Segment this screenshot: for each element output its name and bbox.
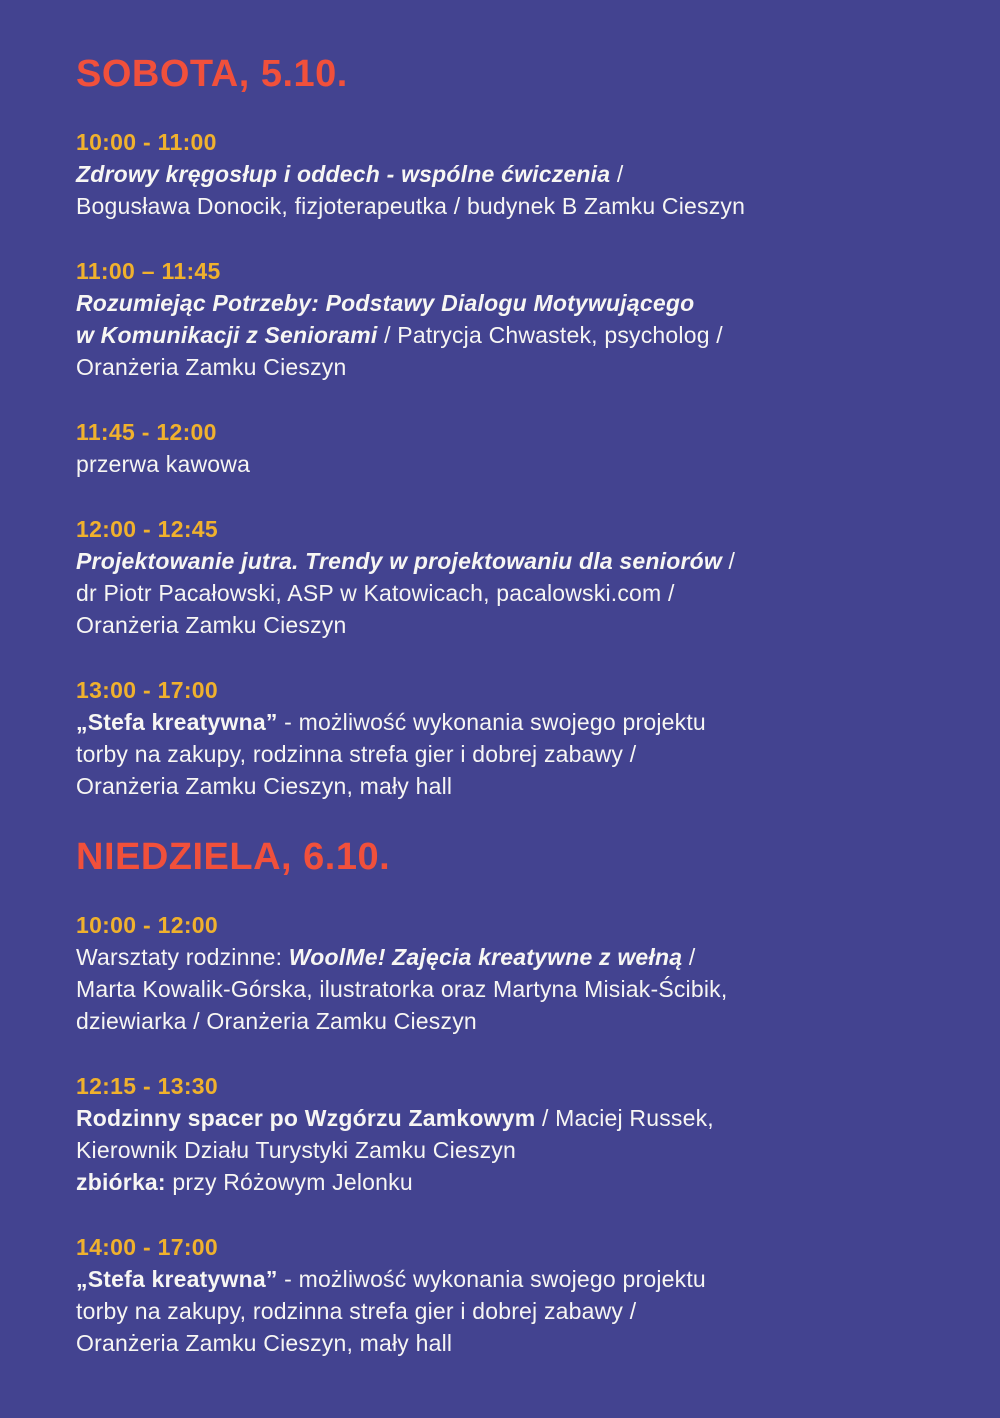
event-text-segment: Oranżeria Zamku Cieszyn: [76, 354, 347, 380]
event-text-segment: - możliwość wykonania swojego projektu: [277, 709, 706, 735]
event-text-segment: Warsztaty rodzinne:: [76, 944, 289, 970]
event-text-segment: dziewiarka / Oranżeria Zamku Cieszyn: [76, 1008, 477, 1034]
event-block: [76, 674, 942, 802]
event-description: [76, 1102, 942, 1198]
event-block: [76, 126, 942, 222]
event-text-segment: Oranżeria Zamku Cieszyn, mały hall: [76, 773, 453, 799]
program-section: [76, 52, 942, 802]
event-description: [76, 941, 942, 1037]
event-block: [76, 1070, 942, 1198]
event-text-segment: przy Różowym Jelonku: [165, 1169, 413, 1195]
event-block: [76, 513, 942, 641]
section-heading: SOBOTA, 5.10.: [76, 53, 348, 95]
event-block: [76, 255, 942, 383]
program-section: [76, 835, 942, 1359]
event-time: 11:00 – 11:45: [76, 258, 221, 284]
event-block: [76, 909, 942, 1037]
program-sections: [76, 52, 942, 1359]
event-time: 10:00 - 11:00: [76, 129, 217, 155]
event-text-segment: torby na zakupy, rodzinna strefa gier i dobrej zabawy /: [76, 1298, 637, 1324]
event-description: [76, 706, 942, 802]
event-description: [76, 287, 942, 383]
event-text-segment: „Stefa kreatywna”: [76, 1266, 278, 1292]
event-time: 12:00 - 12:45: [76, 516, 218, 542]
event-text-segment: Marta Kowalik-Górska, ilustratorka oraz Martyna Misiak-Ścibik,: [76, 976, 728, 1002]
event-description: [76, 448, 942, 480]
event-text-segment: - możliwość wykonania swojego projektu: [277, 1266, 706, 1292]
event-text-segment: Rozumiejąc Potrzeby: Podstawy Dialogu Motywującego: [76, 290, 695, 316]
event-time: 11:45 - 12:00: [76, 419, 217, 445]
event-text-segment: / Maciej Russek,: [535, 1105, 714, 1131]
event-description: [76, 545, 942, 641]
event-text-segment: w Komunikacji z Seniorami: [76, 322, 378, 348]
event-time: 12:15 - 13:30: [76, 1073, 218, 1099]
event-time: 10:00 - 12:00: [76, 912, 218, 938]
event-text-segment: Bogusława Donocik, fizjoterapeutka / budynek B Zamku Cieszyn: [76, 193, 746, 219]
event-time: 13:00 - 17:00: [76, 677, 218, 703]
event-text-segment: Zdrowy kręgosłup i oddech - wspólne ćwiczenia: [76, 161, 611, 187]
section-heading: NIEDZIELA, 6.10.: [76, 836, 391, 878]
event-text-segment: /: [610, 161, 624, 187]
event-text-segment: Oranżeria Zamku Cieszyn, mały hall: [76, 1330, 453, 1356]
event-text-segment: Kierownik Działu Turystyki Zamku Cieszyn: [76, 1137, 517, 1163]
event-text-segment: „Stefa kreatywna”: [76, 709, 278, 735]
event-text-segment: dr Piotr Pacałowski, ASP w Katowicach, pacalowski.com /: [76, 580, 675, 606]
event-description: [76, 158, 942, 222]
event-text-segment: / Patrycja Chwastek, psycholog /: [377, 322, 723, 348]
event-description: [76, 1263, 942, 1359]
event-time: 14:00 - 17:00: [76, 1234, 218, 1260]
event-block: [76, 416, 942, 480]
event-text-segment: /: [682, 944, 696, 970]
event-text-segment: Rodzinny spacer po Wzgórzu Zamkowym: [76, 1105, 536, 1131]
event-text-segment: WoolMe! Zajęcia kreatywne z wełną: [288, 944, 683, 970]
event-text-segment: Oranżeria Zamku Cieszyn: [76, 612, 347, 638]
event-block: [76, 1231, 942, 1359]
event-text-segment: Projektowanie jutra. Trendy w projektowaniu dla seniorów: [76, 548, 722, 574]
event-text-segment: torby na zakupy, rodzinna strefa gier i dobrej zabawy /: [76, 741, 637, 767]
event-text-segment: /: [721, 548, 736, 574]
event-text-segment: przerwa kawowa: [76, 451, 251, 477]
event-text-segment: zbiórka:: [76, 1169, 166, 1195]
